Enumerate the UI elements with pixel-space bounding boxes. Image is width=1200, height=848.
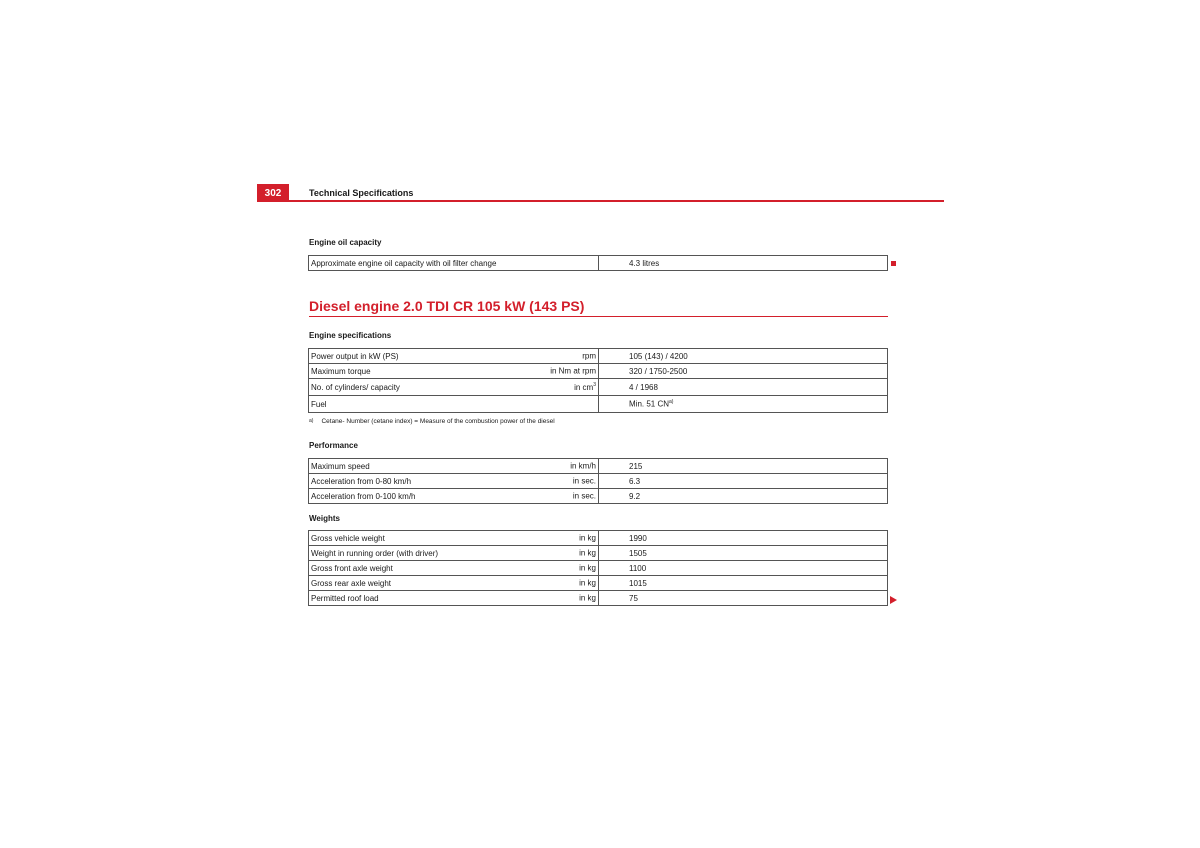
weights-table — [308, 530, 888, 606]
footnote-text: Cetane- Number (cetane index) = Measure of the combustion power of the diesel — [321, 418, 555, 425]
oil-table — [308, 255, 888, 271]
table-row — [309, 364, 888, 379]
table-row — [309, 576, 888, 591]
row-label: Power output in kW (PS) — [311, 351, 399, 361]
row-unit: in cm — [574, 382, 594, 392]
row-unit: in kg — [579, 563, 596, 573]
header-title: Technical Specifications — [309, 188, 414, 198]
table-row — [309, 459, 888, 474]
weights-heading: Weights — [309, 514, 340, 523]
end-square-icon — [891, 261, 896, 266]
continue-arrow-icon — [890, 596, 897, 604]
page-number: 302 — [257, 184, 289, 202]
header-rule — [257, 200, 944, 202]
row-value: 215 — [599, 459, 888, 474]
row-label: Fuel — [311, 399, 327, 409]
table-row — [309, 531, 888, 546]
table-row — [309, 474, 888, 489]
row-label: No. of cylinders/ capacity — [311, 382, 400, 392]
engine-table — [308, 348, 888, 413]
row-label: Gross vehicle weight — [311, 533, 385, 543]
oil-label: Approximate engine oil capacity with oil filter change — [309, 256, 599, 271]
row-unit: in km/h — [570, 461, 596, 471]
row-value: 4 / 1968 — [599, 379, 888, 396]
row-value: 9.2 — [599, 489, 888, 504]
row-unit: rpm — [582, 351, 596, 361]
engine-heading: Engine specifications — [309, 331, 392, 340]
table-row — [309, 396, 888, 413]
row-value: 1990 — [599, 531, 888, 546]
row-value: 320 / 1750-2500 — [599, 364, 888, 379]
row-value: 1100 — [599, 561, 888, 576]
table-row — [309, 591, 888, 606]
row-label: Weight in running order (with driver) — [311, 548, 439, 558]
row-label: Maximum torque — [311, 366, 371, 376]
row-value: Min. 51 CN — [629, 399, 670, 409]
oil-value: 4.3 litres — [599, 256, 888, 271]
unit-superscript: 3 — [593, 382, 596, 389]
row-label: Gross rear axle weight — [311, 578, 392, 588]
row-unit: in kg — [579, 578, 596, 588]
footnote-ref: a) — [669, 399, 674, 406]
row-label: Permitted roof load — [311, 593, 379, 603]
footnote — [309, 418, 555, 425]
row-label: Acceleration from 0-100 km/h — [311, 491, 416, 501]
table-row — [309, 379, 888, 396]
row-unit: in kg — [579, 533, 596, 543]
footnote-mark: a) — [309, 418, 314, 424]
row-value: 1505 — [599, 546, 888, 561]
oil-heading: Engine oil capacity — [309, 238, 382, 247]
table-row — [309, 561, 888, 576]
row-unit: in kg — [579, 548, 596, 558]
performance-table — [308, 458, 888, 504]
table-row — [309, 546, 888, 561]
section-title: Diesel engine 2.0 TDI CR 105 kW (143 PS) — [309, 298, 585, 314]
row-value: 105 (143) / 4200 — [599, 349, 888, 364]
table-row — [309, 489, 888, 504]
row-unit: in sec. — [572, 476, 596, 486]
section-rule — [309, 316, 888, 317]
row-unit: in Nm at rpm — [550, 366, 596, 376]
row-unit: in kg — [579, 593, 596, 603]
row-label: Gross front axle weight — [311, 563, 393, 573]
performance-heading: Performance — [309, 441, 358, 450]
table-row — [309, 256, 888, 271]
row-value: 75 — [599, 591, 888, 606]
row-label: Acceleration from 0-80 km/h — [311, 476, 412, 486]
table-row — [309, 349, 888, 364]
row-unit: in sec. — [572, 491, 596, 501]
row-label: Maximum speed — [311, 461, 370, 471]
row-value: 1015 — [599, 576, 888, 591]
row-value: 6.3 — [599, 474, 888, 489]
